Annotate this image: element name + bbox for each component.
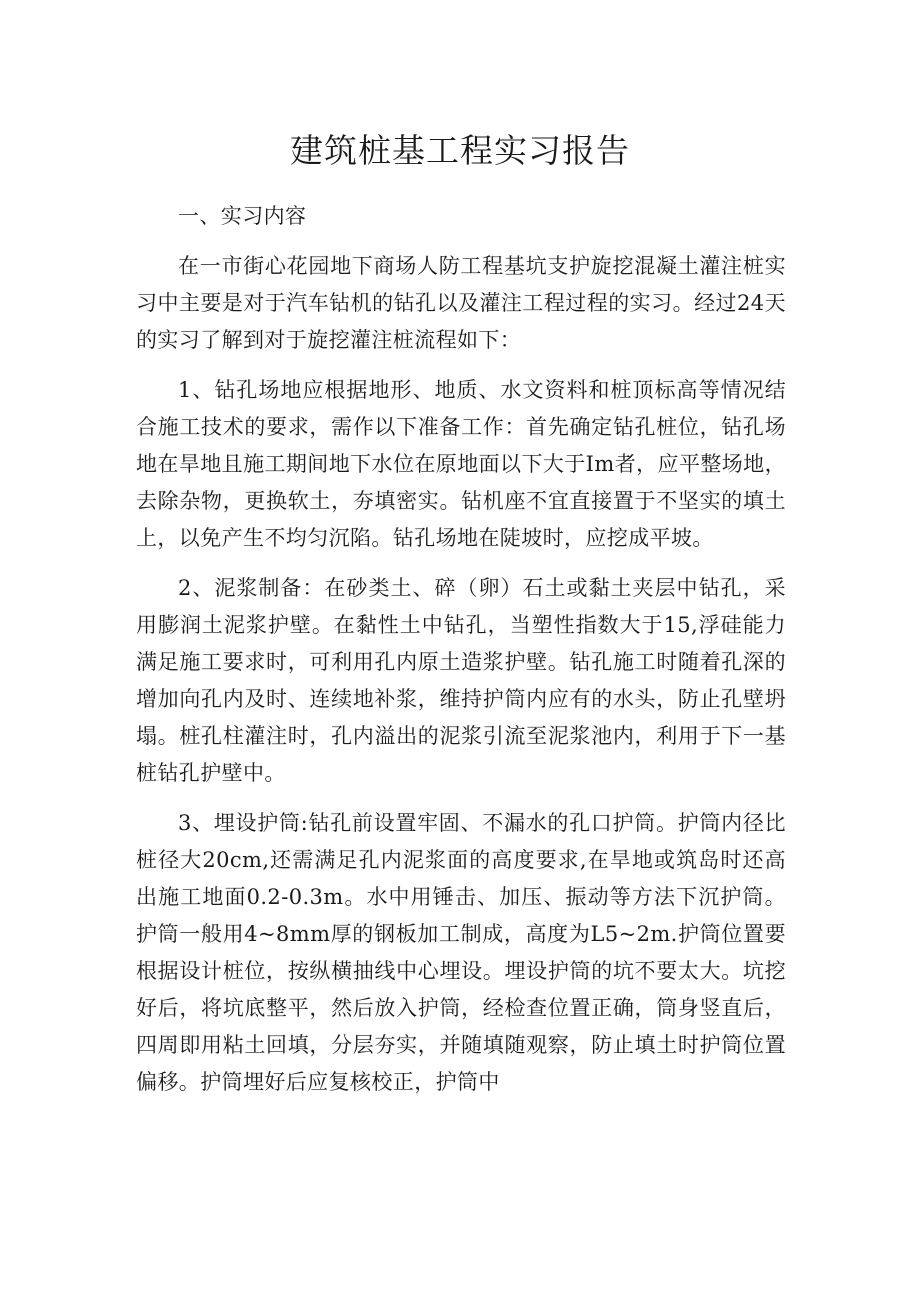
section-heading: 一、实习内容 bbox=[178, 204, 307, 228]
paragraph-mud-preparation: 2、泥浆制备：在砂类土、碎（卵）石土或黏土夹层中钻孔，采用膨润土泥浆护壁。在黏性土中钻孔，当塑性指数大于15,浮硅能力满足施工要求时，可利用孔内原土造浆护壁。钻孔施工时随着孔深的增加向孔内及时、连续地补浆，维持护筒内应有的水头，防止孔壁坍塌。桩孔柱灌注时，孔内溢出的泥浆引流至泥浆池内，利用于下一基桩钻孔护壁中。 bbox=[136, 576, 786, 785]
paragraph-intro: 在一市街心花园地下商场人防工程基坑支护旋挖混凝土灌注桩实习中主要是对于汽车钻机的钻孔以及灌注工程过程的实习。经过24天的实习了解到对于旋挖灌注桩流程如下： bbox=[136, 254, 786, 352]
paragraph-site-preparation: 1、钻孔场地应根据地形、地质、水文资料和桩顶标高等情况结合施工技术的要求，需作以下准备工作：首先确定钻孔桩位，钻孔场地在旱地且施工期间地下水位在原地面以下大于Im者，应平整场地，去除杂物，更换软土，夯填密实。钻机座不宜直接置于不坚实的填土上，以免产生不均匀沉陷。钻孔场地在陡坡时，应挖成平坡。 bbox=[136, 378, 786, 550]
document-title: 建筑桩基工程实习报告 bbox=[290, 131, 630, 170]
document-body bbox=[136, 198, 786, 1114]
paragraph-casing-installation: 3、埋设护筒:钻孔前设置牢固、不漏水的孔口护筒。护筒内径比桩径大20cm,还需满足孔内泥浆面的高度要求,在旱地或筑岛时还高出施工地面0.2-0.3m。水中用锤击、加压、振动等方法下沉护筒。护筒一般用4~8mm厚的钢板加工制成，高度为L5~2m.护筒位置要根据设计桩位，按纵横抽线中心埋设。埋设护筒的坑不要太大。坑挖好后，将坑底整平，然后放入护筒，经检查位置正确，筒身竖直后，四周即用粘土回填，分层夯实，并随填随观察，防止填土时护筒位置偏移。护筒埋好后应复核校正，护筒中 bbox=[136, 811, 786, 1094]
